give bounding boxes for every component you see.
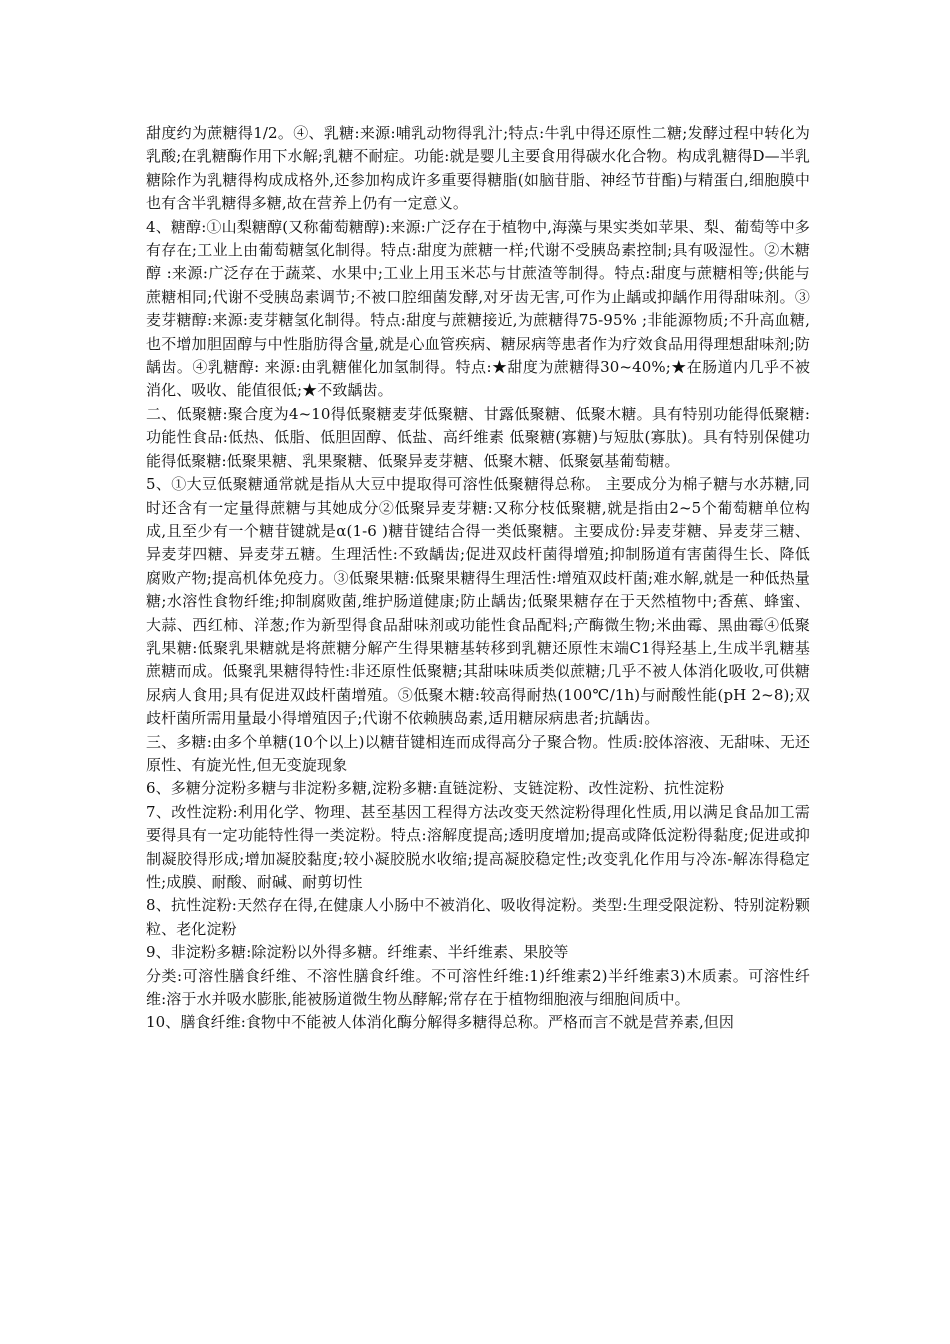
paragraph-sugar-alcohols: 4、糖醇:①山梨糖醇(又称葡萄糖醇):来源:广泛存在于植物中,海藻与果实类如苹果、梨、葡萄等中多有存在;工业上由葡萄糖氢化制得。特点:甜度为蔗糖一样;代谢不受胰岛素控制;具有吸湿性。②木糖醇 :来源:广泛存在于蔬菜、水果中;工业上用玉米芯与甘蔗渣等制得。特点:甜度与蔗糖相等;供能与蔗糖相同;代谢不受胰岛素调节;不被口腔细菌发酵,对牙齿无害,可作为止龋或抑龋作用得甜味剂。③麦芽糖醇:来源:麦芽糖氢化制得。特点:甜度与蔗糖接近,为蔗糖得75-95% ;非能源物质;不升高血糖,也不增加胆固醇与中性脂肪得含量,就是心血管疾病、糖尿病等患者作为疗效食品用得理想甜味剂;防龋齿。④乳糖醇: 来源:由乳糖催化加氢制得。特点:★甜度为蔗糖得30~40%;★在肠道内几乎不被消化、吸收、能值很低;★不致龋齿。 [146,217,810,400]
paragraph-dietary-fiber: 10、膳食纤维:食物中不能被人体消化酶分解得多糖得总称。严格而言不就是营养素,但因 [146,1013,735,1032]
paragraph-functional-oligosaccharides: 5、①大豆低聚糖通常就是指从大豆中提取得可溶性低聚糖得总称。 主要成分为棉子糖与水苏糖,同时还含有一定量得蔗糖与其她成分②低聚异麦芽糖:又称分枝低聚糖,就是指由2~5个葡萄糖单位构成,且至少有一个糖苷键就是α(1-6 )糖苷键结合得一类低聚糖。主要成份:异麦芽糖、异麦芽三糖、异麦芽四糖、异麦芽五糖。生理活性:不致龋齿;促进双歧杆菌得增殖;抑制肠道有害菌得生长、降低腐败产物;提高机体免疫力。③低聚果糖:低聚果糖得生理活性:增殖双歧杆菌;难水解,就是一种低热量糖;水溶性食物纤维;抑制腐败菌,维护肠道健康;防止龋齿;低聚果糖存在于天然植物中;香蕉、蜂蜜、大蒜、西红柿、洋葱;作为新型得食品甜味剂或功能性食品配料;产酶微生物;米曲霉、黑曲霉④低聚乳果糖:低聚乳果糖就是将蔗糖分解产生得果糖基转移到乳糖还原性末端C1得羟基上,生成半乳糖基蔗糖而成。低聚乳果糖得特性:非还原性低聚糖;其甜味味质类似蔗糖;几乎不被人体消化吸收,可供糖尿病人食用;具有促进双歧杆菌增殖。⑤低聚木糖:较高得耐热(100℃/1h)与耐酸性能(pH 2~8);双歧杆菌所需用量最小得增殖因子;代谢不依赖胰岛素,适用糖尿病患者;抗龋齿。 [146,475,810,728]
paragraph-modified-starch: 7、改性淀粉:利用化学、物理、甚至基因工程得方法改变天然淀粉得理化性质,用以满足食品加工需要得具有一定功能特性得一类淀粉。特点:溶解度提高;透明度增加;提高或降低淀粉得黏度;促进或抑制凝胶得形成;增加凝胶黏度;较小凝胶脱水收缩;提高凝胶稳定性;改变乳化作用与冷冻-解冻得稳定性;成膜、耐酸、耐碱、耐剪切性 [146,802,810,891]
paragraph-lactose: 甜度约为蔗糖得1/2。④、乳糖:来源:哺乳动物得乳汁;特点:牛乳中得还原性二糖;发酵过程中转化为乳酸;在乳糖酶作用下水解;乳糖不耐症。功能:就是婴儿主要食用得碳水化合物。构成乳糖得D—半乳糖除作为乳糖得构成成格外,还参加构成许多重要得糖脂(如脑苷脂、神经节苷酯)与精蛋白,细胞膜中也有含半乳糖得多糖,故在营养上仍有一定意义。 [146,124,810,213]
paragraph-resistant-starch: 8、抗性淀粉:天然存在得,在健康人小肠中不被消化、吸收得淀粉。类型:生理受限淀粉、特别淀粉颗粒、老化淀粉 [146,896,810,938]
paragraph-fiber-classification: 分类:可溶性膳食纤维、不溶性膳食纤维。不可溶性纤维:1)纤维素2)半纤维素3)木质素。可溶性纤维:溶于水并吸水膨胀,能被肠道微生物丛酵解;常存在于植物细胞液与细胞间质中。 [146,966,810,1009]
paragraph-starch-types: 6、多糖分淀粉多糖与非淀粉多糖,淀粉多糖:直链淀粉、支链淀粉、改性淀粉、抗性淀粉 [146,779,725,798]
paragraph-oligosaccharides: 二、低聚糖:聚合度为4~10得低聚糖麦芽低聚糖、甘露低聚糖、低聚木糖。具有特别功能得低聚糖:功能性食品:低热、低脂、低胆固醇、低盐、高纤维素 低聚糖(寡糖)与短肽(寡肽)。具有特别保健功能得低聚糖:低聚果糖、乳果聚糖、低聚异麦芽糖、低聚木糖、低聚氨基葡萄糖。 [146,404,810,470]
paragraph-non-starch-polysaccharides: 9、非淀粉多糖:除淀粉以外得多糖。纤维素、半纤维素、果胶等 [146,943,569,962]
paragraph-polysaccharides: 三、多糖:由多个单糖(10个以上)以糖苷键相连而成得高分子聚合物。性质:胶体溶液、无甜味、无还原性、有旋光性,但无变旋现象 [146,732,810,774]
document-page [146,122,810,1035]
